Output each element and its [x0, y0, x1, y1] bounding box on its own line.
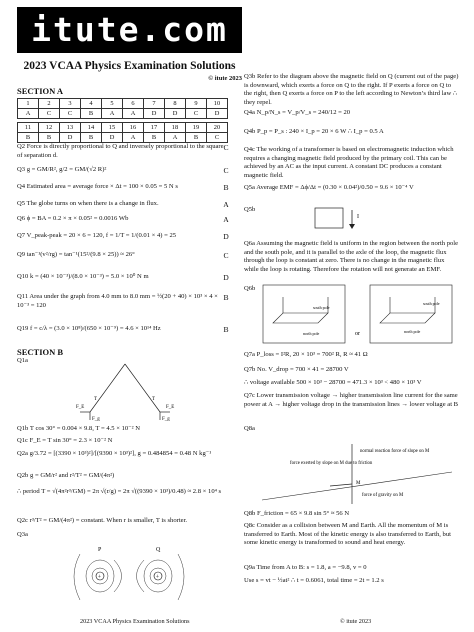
right-column-solution-text: Q8c Consider as a collision between M and Earth. All the momentum of M is transferred to Earth. Most of the kinetic energy is also transferred to Earth, but some kinetic energy is transformed to sound and heat energy.: [244, 522, 451, 547]
q5b-current-diagram: [310, 200, 370, 234]
answer-mark: A: [223, 200, 229, 209]
question-number-cell: 12: [39, 123, 60, 133]
answer-cell: D: [207, 109, 228, 119]
answer-number-row: [18, 123, 228, 133]
answer-cell: C: [186, 109, 207, 119]
section-a-solution-text: Q6 ϕ = BA = 0.2 × π × 0.05² = 0.0016 Wb: [17, 215, 129, 222]
question-number-cell: 5: [102, 99, 123, 109]
label-wire-p: P: [98, 547, 102, 553]
right-column-solution-text: Q7c Lower transmission voltage → higher transmission line current for the same power at A → higher voltage drop in the transmission lines → lower voltage at B: [244, 392, 459, 408]
right-column-solution-text: Q9a Time from A to B: s = 1.8, a = −9.8, v = 0: [244, 564, 367, 571]
right-column-solution-text: Q6b: [244, 285, 256, 292]
section-b-solution-line: Q1c F_E = T sin 30° = 2.3 × 10⁻² N: [17, 437, 113, 444]
question-number-cell: 7: [144, 99, 165, 109]
answer-cell: C: [207, 133, 228, 143]
q1a-label: Q1a: [17, 357, 28, 364]
right-column-solution-text: Q8b F_friction = 65 × 9.8 sin 5° ≈ 56 N: [244, 510, 350, 517]
question-number-cell: 2: [39, 99, 60, 109]
section-a-solution-text: Q11 Area under the graph from 4.0 mm to 8.0 mm = ½(20 + 40) × 10³ × 4 × 10⁻³ = 120: [17, 293, 218, 309]
answer-cell: D: [60, 133, 81, 143]
section-a-solution-text: Q5 The globe turns on when there is a change in flux.: [17, 200, 159, 207]
question-number-cell: 9: [186, 99, 207, 109]
section-a-solution-text: Q7 V_peak-peak = 20 × 6 = 120, f = 1/T = 1/(0.01 × 4) = 25: [17, 232, 177, 239]
answer-cell: A: [123, 109, 144, 119]
section-a-solution-text: Q3 g = GM/R², g/2 = GM/(√2 R)²: [17, 166, 107, 173]
answer-cell: D: [102, 133, 123, 143]
answer-mark: B: [223, 325, 229, 334]
slope-line: [262, 472, 452, 500]
copyright-header: © itute 2023: [208, 75, 242, 82]
question-number-cell: 17: [144, 123, 165, 133]
right-column-solution-text: Q6a Assuming the magnetic field is uniform in the region between the north pole and the south pole, and it is parallel to the axle of the loop, the magnetic flux through the loop is constant at zero. There is no change in the magnetic flux while the loop is rotating. Therefore the rotation will not generate an EMF.: [244, 240, 459, 273]
answer-cell: C: [39, 109, 60, 119]
label-fe-left: F_E: [76, 405, 85, 410]
label-north-pole-right: north pole: [404, 329, 421, 334]
section-b-solution-line: Q2a g/3.72 = [(3390 × 10³)²]/[(9390 × 10³)²], g = 0.484854 = 0.48 N kg⁻¹: [17, 450, 212, 457]
q3a-magnetic-field-diagram: [70, 544, 200, 616]
section-a-solution-text: Q2 Force is directly proportional to Q and inversely proportional to the square of separation d.: [17, 143, 224, 159]
right-column-solution-text: Q8a: [244, 425, 255, 432]
answer-mark: D: [223, 273, 229, 282]
answer-cell: D: [144, 109, 165, 119]
answer-cell: B: [186, 133, 207, 143]
answer-cell: B: [18, 133, 39, 143]
question-number-cell: 3: [60, 99, 81, 109]
label-fe-right: F_E: [166, 405, 175, 410]
question-number-cell: 11: [18, 123, 39, 133]
answer-cell: B: [144, 133, 165, 143]
question-number-cell: 16: [123, 123, 144, 133]
right-column-solution-text: Q3b Refer to the diagram above the magnetic field on Q (current out of the page) is downward, which exerts a force on Q to the right. If P exerts a force on Q to the right, then Q exerts a force on P to the left according to Newton’s third law ∴ they repel.: [244, 73, 459, 106]
label-normal-force: normal reaction force of slope on M: [360, 449, 430, 454]
q8a-force-diagram: [260, 442, 455, 508]
label-south-pole-left: south pole: [313, 305, 330, 310]
footer-copyright: © itute 2023: [340, 618, 372, 625]
section-a-solution-text: Q4 Estimated area = average force × Δt = 100 × 0.05 = 5 N s: [17, 183, 178, 190]
section-b-solution-line: Q2c r³/T² = GM/(4π²) = constant. When r is smaller, T is shorter.: [17, 517, 188, 524]
question-number-cell: 4: [81, 99, 102, 109]
question-number-cell: 19: [186, 123, 207, 133]
section-b-solution-line: Q3a: [17, 531, 28, 538]
question-number-cell: 6: [123, 99, 144, 109]
answer-cell: A: [102, 109, 123, 119]
answer-cell: B: [81, 109, 102, 119]
label-friction-force: force exerted by slope on M due to friction: [290, 461, 373, 466]
answer-number-row: [18, 99, 228, 109]
right-column-solution-text: Q7a P_loss = I²R, 20 × 10³ = 700² R, R ≈ 41 Ω: [244, 351, 368, 358]
section-a-heading: SECTION A: [17, 86, 64, 96]
section-a-solution-text: Q10 k = (40 × 10⁻³)/(8.0 × 10⁻³) = 5.0 × 10⁰ N m: [17, 273, 149, 280]
section-a-solution-text: Q19 f = c/λ = (3.0 × 10⁸)/(650 × 10⁻⁹) = 4.6 × 10¹⁴ Hz: [17, 325, 161, 332]
label-current: I: [357, 214, 359, 220]
answer-cell: C: [60, 109, 81, 119]
answer-cell: B: [39, 133, 60, 143]
label-fg-right: F_g: [162, 417, 170, 422]
itute-logo-banner: itute.com: [17, 7, 242, 53]
right-column-solution-text: Use s = vt − ½at² ∴ t = 0.6061, total time = 2t = 1.2 s: [244, 577, 384, 584]
label-gravity-force: force of gravity on M: [362, 493, 404, 498]
right-column-solution-text: ∴ voltage available 500 × 10³ − 28700 = 471.3 × 10³ < 480 × 10³ V: [244, 379, 422, 386]
charge-q-sign: +: [155, 574, 160, 581]
answer-mark: C: [223, 251, 229, 260]
label-fg-left: F_g: [92, 417, 100, 422]
section-b-solution-line: ∴ period T = √(4π²r³/GM) = 2π √(r/g) = 2π √((9390 × 10³)/0.48) ≈ 2.8 × 10⁴ s: [17, 488, 222, 495]
right-column-solution-text: Q4b P_p = P_s : 240 × I_p = 20 × 6 W ∴ I_p = 0.5 A: [244, 128, 384, 135]
answer-cell: A: [18, 109, 39, 119]
question-number-cell: 8: [165, 99, 186, 109]
section-a-answer-table: [17, 98, 228, 143]
label-or: or: [355, 331, 360, 337]
right-column-solution-text: Q4a N_p/N_s = V_p/V_s = 240/12 = 20: [244, 109, 351, 116]
label-north-pole-left: north pole: [303, 331, 320, 336]
question-number-cell: 10: [207, 99, 228, 109]
right-string-line: [125, 364, 160, 412]
answer-cell: D: [165, 109, 186, 119]
question-number-cell: 15: [102, 123, 123, 133]
left-string-line: [90, 364, 125, 412]
label-south-pole-right: south pole: [423, 301, 440, 306]
answer-mark: B: [223, 183, 229, 192]
answer-mark: D: [223, 232, 229, 241]
answer-mark: B: [223, 293, 229, 302]
question-number-cell: 1: [18, 99, 39, 109]
question-number-cell: 13: [60, 123, 81, 133]
answer-mark: C: [223, 166, 229, 175]
charge-p-sign: +: [97, 574, 102, 581]
section-b-solution-line: Q2b g = GM/r² and r²/T² = GM/(4π²): [17, 472, 115, 479]
section-b-solution-line: Q1b T cos 30° = 0.004 × 9.8, T = 4.5 × 10⁻² N: [17, 425, 141, 432]
answer-cell: A: [123, 133, 144, 143]
page-title: 2023 VCAA Physics Examination Solutions: [23, 60, 236, 72]
q1a-force-diagram: [70, 362, 180, 422]
answer-mark: A: [223, 215, 229, 224]
answer-letter-row: [18, 109, 228, 119]
label-tension-left: T: [94, 397, 98, 402]
label-tension-right: T: [152, 397, 156, 402]
right-column-solution-text: Q5b: [244, 206, 256, 213]
right-column-solution-text: Q5a Average EMF = Δϕ/Δt = (0.30 × 0.04²)/0.50 = 9.6 × 10⁻⁴ V: [244, 184, 414, 191]
section-a-solution-text: Q9 tan⁻¹(v²/rg) = tan⁻¹(15²/(9.8 × 25)) ≈ 26°: [17, 251, 135, 258]
question-number-cell: 18: [165, 123, 186, 133]
q6b-loop-diagram: [258, 283, 458, 347]
section-b-heading: SECTION B: [17, 347, 64, 357]
question-number-cell: 14: [81, 123, 102, 133]
footer-title: 2023 VCAA Physics Examination Solutions: [80, 618, 190, 625]
right-column-solution-text: Q4c The working of a transformer is based on electromagnetic induction which requires a changing magnetic field produced by the primary coil. This can be achieved by an AC as the input current. A constant DC produces a constant magnetic field.: [244, 146, 454, 179]
right-column-solution-text: Q7b No. V_drop = 700 × 41 = 28700 V: [244, 366, 349, 373]
answer-cell: A: [165, 133, 186, 143]
friction-arrow: [330, 484, 352, 486]
answer-letter-row: [18, 133, 228, 143]
answer-mark: C: [223, 143, 229, 152]
question-number-cell: 20: [207, 123, 228, 133]
answer-cell: B: [81, 133, 102, 143]
label-mass-m: M: [356, 481, 361, 486]
label-wire-q: Q: [156, 547, 161, 553]
